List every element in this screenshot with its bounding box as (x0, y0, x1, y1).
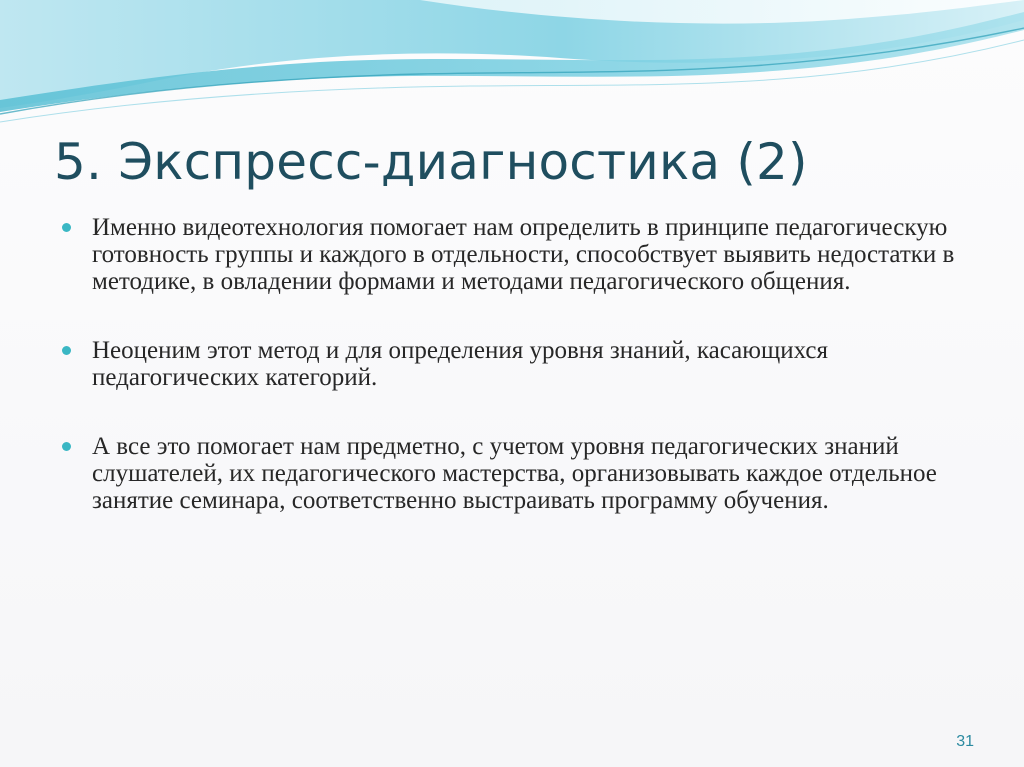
bullet-item (62, 433, 962, 514)
bullet-marker-icon (62, 346, 71, 355)
slide-title: 5. Экспресс-диагностика (2) (54, 133, 808, 191)
bullet-marker-icon (62, 223, 71, 232)
bullet-text: Неоценим этот метод и для определения уровня знаний, касающихся педагогических категорий. (92, 337, 828, 391)
page-number: 31 (956, 733, 974, 750)
bullet-marker-icon (62, 442, 71, 451)
wave-header-decoration (0, 0, 1024, 140)
bullet-text: А все это помогает нам предметно, с учетом уровня педагогических знаний слушателей, их педагогического мастерства, организовывать каждое отдельное занятие семинара, соответственно выстраивать программу обучения. (92, 433, 937, 514)
bullet-item (62, 337, 962, 391)
bullet-item (62, 214, 962, 295)
bullet-text: Именно видеотехнология помогает нам определить в принципе педагогическую готовность группы и каждого в отдельности, способствует выявить недостатки в методике, в овладении формами и методами педагогического общения. (92, 214, 955, 295)
bullet-list (62, 214, 962, 514)
